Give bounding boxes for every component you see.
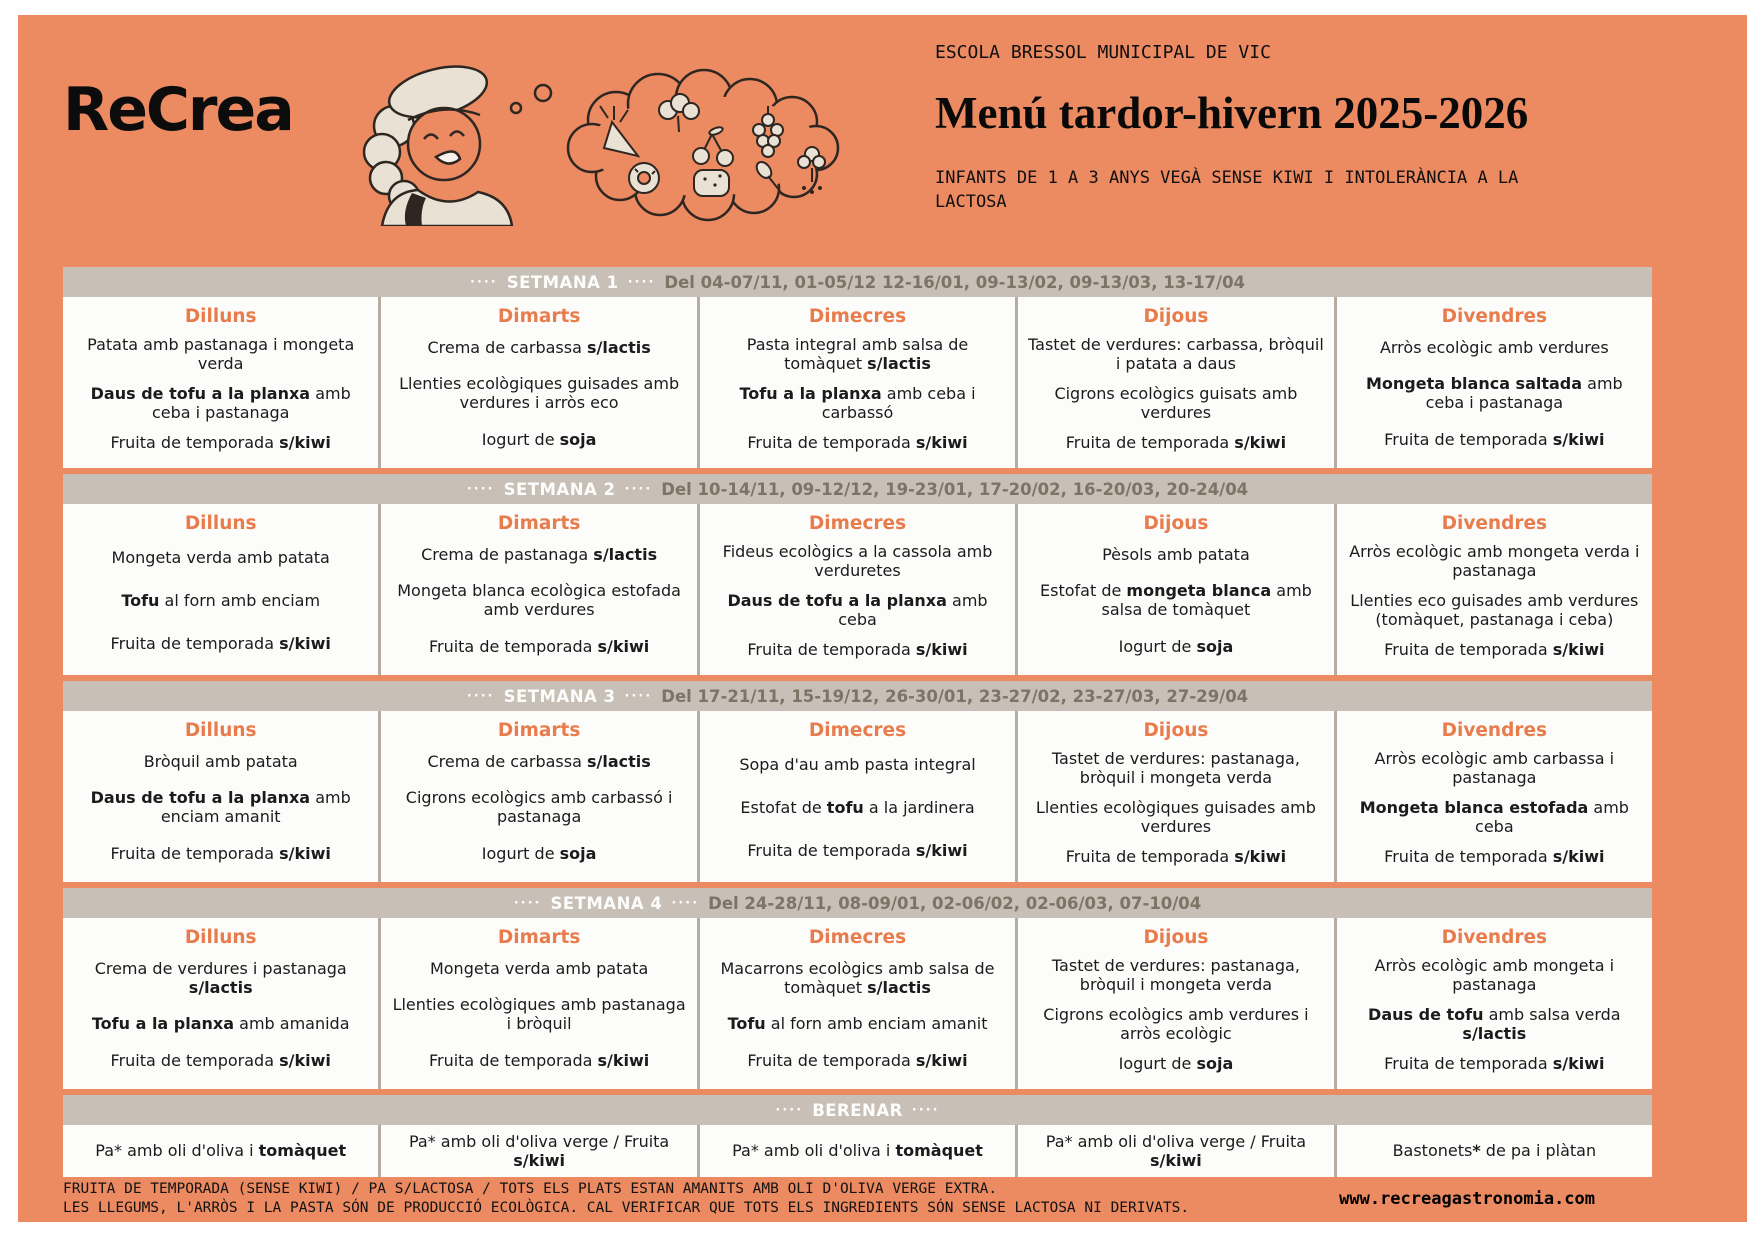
- text: Arròs ecològic amb mongeta verda i pastanaga: [1349, 541, 1640, 580]
- day-cell: [1015, 504, 1333, 675]
- text: amb enciam amanit: [160, 788, 351, 827]
- text: Iogurt de: [481, 430, 560, 450]
- text: amb ceba: [1475, 797, 1629, 837]
- text: Llenties ecològiques guisades amb verdures: [1035, 797, 1316, 837]
- menu-item: [390, 844, 687, 863]
- bold-text: s/lactis: [188, 977, 253, 997]
- day-name: Dilluns: [184, 927, 257, 948]
- day-name: Dimecres: [808, 927, 907, 948]
- footnote-line-1: FRUITA DE TEMPORADA (SENSE KIWI) / PA S/LACTOSA / TOTS ELS PLATS ESTAN AMANITS AMB OLI D'OLIVA VERGE EXTRA.: [63, 1181, 998, 1198]
- day-lines: [72, 741, 369, 876]
- menu-item: [1346, 430, 1643, 449]
- day-name: Dimecres: [808, 720, 907, 741]
- berenar-item: [1346, 1141, 1643, 1160]
- text: Crema de pastanaga: [421, 544, 594, 564]
- day-lines: [390, 534, 687, 669]
- day-name: Dimarts: [497, 513, 581, 534]
- berenar-cell: [63, 1125, 378, 1177]
- website-url: www.recreagastronomia.com: [1339, 1189, 1595, 1209]
- footer: [18, 1177, 1747, 1221]
- day-cell: [697, 711, 1015, 882]
- text: al forn amb enciam: [159, 590, 321, 610]
- band-dots: ····: [466, 481, 495, 497]
- bold-text: s/kiwi: [1552, 640, 1605, 660]
- bold-text: soja: [1196, 637, 1234, 657]
- menu-item: [709, 1051, 1006, 1070]
- text: Pasta integral amb salsa de tomàquet: [746, 334, 969, 373]
- berenar-item: [72, 1141, 369, 1160]
- band-dots: ····: [624, 481, 653, 497]
- menu-item: [709, 335, 1006, 373]
- day-cell: [1334, 711, 1652, 882]
- menu-item: [1346, 338, 1643, 357]
- menu-item: [1027, 384, 1324, 422]
- text: Pa* amb oli d'oliva verge / Fruita: [408, 1131, 670, 1151]
- day-name: Divendres: [1441, 513, 1548, 534]
- bold-text: s/lactis: [593, 544, 658, 564]
- day-cell: [63, 504, 378, 675]
- week-row: [63, 504, 1652, 675]
- bold-text: s/lactis: [586, 337, 651, 357]
- text: Bròquil amb patata: [143, 751, 298, 771]
- day-cell: [378, 504, 696, 675]
- menu-item: [390, 959, 687, 978]
- text: Cigrons ecològics guisats amb verdures: [1054, 383, 1298, 423]
- week-dates: Del 17-21/11, 15-19/12, 26-30/01, 23-27/02, 23-27/03, 27-29/04: [661, 686, 1249, 706]
- text: Cigrons ecològics amb verdures i arròs ecològic: [1043, 1004, 1309, 1044]
- menu-item: [72, 752, 369, 771]
- bold-text: s/lactis: [867, 353, 931, 373]
- week-section: [63, 474, 1652, 675]
- text: Fruita de temporada: [110, 844, 280, 864]
- text: amb ceba i carbassó: [821, 383, 976, 423]
- menu-item: [390, 995, 687, 1033]
- day-cell: [1015, 918, 1333, 1089]
- bold-text: s/kiwi: [1234, 847, 1287, 867]
- text: amb salsa de tomàquet: [1101, 581, 1312, 620]
- text: Llenties ecològiques amb pastanaga i bròquil: [392, 995, 686, 1034]
- bold-text: Mongeta blanca estofada: [1359, 797, 1589, 817]
- band-dots: ····: [775, 1102, 804, 1118]
- menu-item: [709, 798, 1006, 817]
- day-lines: [709, 534, 1006, 669]
- menu-item: [1346, 374, 1643, 412]
- menu-item: [72, 1014, 369, 1033]
- weeks: [63, 267, 1652, 1089]
- bold-text: s/kiwi: [513, 1151, 565, 1170]
- text: Iogurt de: [481, 844, 560, 864]
- bold-text: s/kiwi: [915, 1051, 968, 1071]
- day-lines: [1346, 327, 1643, 462]
- text: Fruita de temporada: [428, 637, 598, 657]
- day-lines: [1027, 741, 1324, 876]
- text: Fruita de temporada: [747, 1051, 916, 1071]
- bold-text: Daus de tofu a la planxa: [727, 590, 947, 610]
- bread-icon: [694, 170, 729, 196]
- day-cell: [1015, 711, 1333, 882]
- thought-dots: [511, 85, 551, 113]
- week-label: SETMANA 3: [503, 686, 616, 706]
- bold-text: tomàquet: [258, 1141, 347, 1161]
- day-cell: [1334, 504, 1652, 675]
- menu-item: [1027, 637, 1324, 656]
- menu-item: [72, 384, 369, 422]
- text: Fruita de temporada: [1384, 430, 1553, 450]
- text: Mongeta verda amb patata: [111, 547, 330, 567]
- text: Fruita de temporada: [1384, 847, 1553, 867]
- menu-item: [1346, 847, 1643, 866]
- text: amb ceba: [838, 590, 988, 630]
- bold-text: tofu: [826, 797, 864, 817]
- menu-item: [390, 788, 687, 826]
- text: al forn amb enciam amanit: [765, 1014, 988, 1034]
- footnote-line-2: LES LLEGUMS, L'ARRÒS I LA PASTA SÓN DE PRODUCCIÓ ECOLÒGICA. CAL VERIFICAR QUE TOTS ELS INGREDIENTS SÓN SENSE LACTOSA NI DERIVATS.: [63, 1200, 1190, 1216]
- bold-text: s/kiwi: [915, 840, 968, 860]
- day-cell: [378, 918, 696, 1089]
- week-label: SETMANA 4: [550, 893, 663, 913]
- week-row: [63, 918, 1652, 1089]
- text: a la jardinera: [863, 797, 975, 817]
- text: Fruita de temporada: [747, 640, 916, 660]
- bold-text: s/kiwi: [915, 640, 968, 660]
- text: Crema de carbassa: [427, 337, 587, 357]
- bold-text: s/kiwi: [279, 1051, 331, 1071]
- text: Fruita de temporada: [1065, 433, 1235, 453]
- text: Fruita de temporada: [747, 433, 916, 453]
- band-dots: ····: [513, 895, 542, 911]
- text: Arròs ecològic amb verdures: [1379, 337, 1609, 357]
- menu-item: [390, 374, 687, 412]
- bold-text: s/kiwi: [279, 433, 331, 453]
- day-cell: [1015, 297, 1333, 468]
- text: Fideus ecològics a la cassola amb verduretes: [722, 541, 993, 580]
- menu-item: [72, 1051, 369, 1070]
- menu-item: [390, 752, 687, 771]
- band-dots: ····: [469, 274, 498, 290]
- text: amb salsa verda: [1483, 1004, 1621, 1024]
- text: Arròs ecològic amb carbassa i pastanaga: [1374, 748, 1615, 787]
- day-cell: [63, 297, 378, 468]
- menu-item: [72, 844, 369, 863]
- day-name: Dijous: [1143, 513, 1209, 534]
- menu-item: [1027, 1054, 1324, 1073]
- day-name: Dimarts: [497, 927, 581, 948]
- day-name: Divendres: [1441, 720, 1548, 741]
- day-cell: [1334, 918, 1652, 1089]
- menu-subtitle: INFANTS DE 1 A 3 ANYS VEGÀ SENSE KIWI I INTOLERÀNCIA A LA LACTOSA: [935, 168, 1519, 212]
- day-name: Dimecres: [808, 306, 907, 327]
- menu-item: [1027, 956, 1324, 994]
- day-name: Dimarts: [497, 306, 581, 327]
- menu-item: [1346, 640, 1643, 659]
- menu-item: [1346, 591, 1643, 629]
- text: Iogurt de: [1118, 1054, 1197, 1074]
- week-band: [63, 474, 1652, 504]
- week-row: [63, 711, 1652, 882]
- day-cell: [1334, 297, 1652, 468]
- text: Crema de carbassa: [427, 751, 587, 771]
- berenar-row: [63, 1125, 1652, 1177]
- bold-text: Daus de tofu a la planxa: [90, 383, 311, 403]
- text: Mongeta verda amb patata: [429, 958, 649, 978]
- day-cell: [697, 297, 1015, 468]
- bold-text: s/kiwi: [279, 844, 331, 864]
- menu-item: [709, 755, 1006, 774]
- text: Macarrons ecològics amb salsa de tomàquet: [720, 958, 995, 997]
- bold-text: Tofu a la planxa: [739, 383, 882, 403]
- text: Sopa d'au amb pasta integral: [739, 754, 976, 774]
- bold-text: Mongeta blanca saltada: [1365, 374, 1583, 394]
- band-dots: ····: [466, 688, 495, 704]
- day-cell: [63, 918, 378, 1089]
- school-name: ESCOLA BRESSOL MUNICIPAL DE VIC: [935, 42, 1271, 63]
- bold-text: s/kiwi: [597, 1051, 650, 1071]
- day-lines: [390, 327, 687, 462]
- bold-text: Tofu a la planxa: [91, 1014, 235, 1034]
- bold-text: s/kiwi: [1234, 433, 1287, 453]
- menu-item: [1027, 433, 1324, 452]
- week-section: [63, 681, 1652, 882]
- day-cell: [378, 297, 696, 468]
- day-lines: [1346, 534, 1643, 669]
- berenar-cell: [1334, 1125, 1652, 1177]
- menu-item: [72, 634, 369, 653]
- text: Estofat de: [740, 797, 827, 817]
- week-band: [63, 267, 1652, 297]
- bold-text: s/kiwi: [597, 637, 650, 657]
- bold-text: s/lactis: [867, 977, 931, 997]
- chef: [364, 58, 512, 226]
- bold-text: soja: [559, 844, 597, 864]
- menu-item: [709, 591, 1006, 629]
- peach-icon: [629, 163, 659, 193]
- menu-table: [18, 267, 1747, 1177]
- menu-title: Menú tardor-hivern 2025-2026: [935, 88, 1529, 138]
- menu-item: [390, 430, 687, 449]
- berenar-cell: [378, 1125, 696, 1177]
- week-label: SETMANA 1: [506, 272, 619, 292]
- berenar-item: [390, 1132, 687, 1170]
- text: Arròs ecològic amb mongeta i pastanaga: [1374, 955, 1615, 994]
- menu-item: [72, 548, 369, 567]
- day-lines: [72, 948, 369, 1083]
- text: Estofat de: [1040, 581, 1127, 601]
- bold-text: soja: [559, 430, 597, 450]
- menu-item: [1346, 1054, 1643, 1073]
- week-section: [63, 888, 1652, 1089]
- text: Fruita de temporada: [1065, 847, 1235, 867]
- menu-item: [1027, 335, 1324, 373]
- text: Cigrons ecològics amb carbassó i pastanaga: [405, 788, 673, 827]
- day-name: Divendres: [1441, 927, 1548, 948]
- menu-item: [390, 581, 687, 619]
- menu-item: [390, 338, 687, 357]
- berenar-band: [63, 1095, 1652, 1125]
- text: Pa* amb oli d'oliva i: [95, 1141, 259, 1161]
- bold-text: Tofu: [121, 590, 160, 610]
- bold-text: s/kiwi: [1552, 847, 1605, 867]
- chef-illustration: [316, 48, 856, 230]
- menu-item: [1346, 1005, 1643, 1043]
- berenar-cell: [697, 1125, 1015, 1177]
- bold-text: s/kiwi: [1552, 430, 1605, 450]
- day-lines: [709, 741, 1006, 876]
- day-lines: [390, 741, 687, 876]
- day-name: Dijous: [1143, 720, 1209, 741]
- day-name: Dimecres: [808, 513, 907, 534]
- day-name: Dijous: [1143, 306, 1209, 327]
- day-lines: [1027, 534, 1324, 669]
- berenar-cell: [1015, 1125, 1333, 1177]
- menu-item: [390, 637, 687, 656]
- band-dots: ····: [911, 1102, 940, 1118]
- bold-text: s/kiwi: [1150, 1151, 1202, 1170]
- text: Pèsols amb patata: [1102, 544, 1250, 564]
- text: Llenties ecològiques guisades amb verdures i arròs eco: [399, 374, 680, 413]
- header: [18, 15, 1747, 267]
- menu-item: [72, 433, 369, 452]
- week-dates: Del 24-28/11, 08-09/01, 02-06/02, 02-06/03, 07-10/04: [708, 893, 1202, 913]
- recrea-logo: ReCrea: [63, 75, 293, 145]
- text: amb amanida: [234, 1014, 350, 1034]
- text: de pa i plàtan: [1480, 1141, 1597, 1161]
- text: Fruita de temporada: [110, 1051, 280, 1071]
- band-dots: ····: [624, 688, 653, 704]
- menu-item: [709, 640, 1006, 659]
- menu-item: [709, 841, 1006, 860]
- menu-item: [1346, 956, 1643, 994]
- berenar-item: [709, 1141, 1006, 1160]
- text: Patata amb pastanaga i mongeta verda: [87, 334, 355, 373]
- bold-text: s/kiwi: [279, 633, 331, 653]
- menu-item: [72, 959, 369, 997]
- day-lines: [1346, 741, 1643, 876]
- day-lines: [1027, 327, 1324, 462]
- text: amb ceba i pastanaga: [151, 383, 351, 423]
- week-label: BERENAR: [812, 1100, 903, 1120]
- bold-text: Daus de tofu a la planxa: [90, 788, 311, 808]
- bold-text: soja: [1196, 1054, 1234, 1074]
- bold-text: Daus de tofu: [1368, 1004, 1484, 1024]
- day-name: Dilluns: [184, 513, 257, 534]
- day-name: Dimarts: [497, 720, 581, 741]
- text: Mongeta blanca ecològica estofada amb verdures: [397, 581, 681, 620]
- day-lines: [709, 327, 1006, 462]
- berenar-section: [63, 1095, 1652, 1177]
- bold-text: s/lactis: [586, 751, 651, 771]
- menu-item: [390, 545, 687, 564]
- text: Tastet de verdures: pastanaga, bròquil i mongeta verda: [1051, 748, 1300, 787]
- week-section: [63, 267, 1652, 468]
- menu-item: [1027, 749, 1324, 787]
- bold-text: Tofu: [727, 1014, 766, 1034]
- text: amb ceba i pastanaga: [1425, 374, 1623, 413]
- day-lines: [709, 948, 1006, 1083]
- week-band: [63, 888, 1652, 918]
- week-row: [63, 297, 1652, 468]
- bold-text: s/kiwi: [915, 433, 968, 453]
- menu-item: [72, 335, 369, 373]
- menu-item: [390, 1051, 687, 1070]
- text: Fruita de temporada: [110, 633, 280, 653]
- menu-item: [72, 591, 369, 610]
- menu-item: [1346, 798, 1643, 836]
- text: Pa* amb oli d'oliva i: [732, 1141, 896, 1161]
- week-dates: Del 04-07/11, 01-05/12 12-16/01, 09-13/02, 09-13/03, 13-17/04: [664, 272, 1246, 292]
- day-name: Divendres: [1441, 306, 1548, 327]
- week-dates: Del 10-14/11, 09-12/12, 19-23/01, 17-20/02, 16-20/03, 20-24/04: [661, 479, 1249, 499]
- menu-item: [1346, 542, 1643, 580]
- text: Pa* amb oli d'oliva verge / Fruita: [1045, 1131, 1307, 1151]
- day-lines: [72, 534, 369, 669]
- text: Tastet de verdures: pastanaga, bròquil i mongeta verda: [1051, 955, 1300, 994]
- menu-item: [709, 1014, 1006, 1033]
- bold-text: s/kiwi: [1552, 1054, 1605, 1074]
- day-cell: [697, 504, 1015, 675]
- menu-item: [709, 959, 1006, 997]
- text: Llenties eco guisades amb verdures (tomàquet, pastanaga i ceba): [1350, 590, 1639, 630]
- text: Fruita de temporada: [1384, 1054, 1553, 1074]
- menu-item: [1027, 847, 1324, 866]
- menu-item: [1027, 545, 1324, 564]
- menu-item: [1346, 749, 1643, 787]
- day-lines: [1027, 948, 1324, 1083]
- day-cell: [697, 918, 1015, 1089]
- menu-item: [709, 542, 1006, 580]
- menu-item: [709, 384, 1006, 422]
- menu-item: [72, 788, 369, 826]
- day-cell: [63, 711, 378, 882]
- text: Tastet de verdures: carbassa, bròquil i patata a daus: [1028, 334, 1324, 373]
- text: Fruita de temporada: [747, 840, 916, 860]
- text: Fruita de temporada: [110, 433, 280, 453]
- week-label: SETMANA 2: [503, 479, 616, 499]
- menu-panel: [18, 15, 1747, 1222]
- bold-text: tomàquet: [895, 1141, 983, 1161]
- band-dots: ····: [671, 895, 700, 911]
- day-name: Dijous: [1143, 927, 1209, 948]
- berenar-item: [1027, 1132, 1324, 1170]
- menu-item: [1027, 1005, 1324, 1043]
- bold-text: mongeta blanca: [1126, 581, 1272, 601]
- chef-illustration-svg: [316, 48, 856, 226]
- menu-item: [1027, 798, 1324, 836]
- footnotes: [63, 1180, 1189, 1218]
- menu-item: [709, 433, 1006, 452]
- bold-text: *: [1472, 1141, 1481, 1161]
- day-cell: [378, 711, 696, 882]
- menu-item: [1027, 581, 1324, 619]
- text: Crema de verdures i pastanaga: [94, 958, 347, 978]
- week-band: [63, 681, 1652, 711]
- day-lines: [72, 327, 369, 462]
- day-name: Dilluns: [184, 306, 257, 327]
- text: Iogurt de: [1118, 637, 1197, 657]
- text: Bastonets: [1392, 1141, 1473, 1161]
- bold-text: s/lactis: [1462, 1024, 1527, 1044]
- day-lines: [1346, 948, 1643, 1083]
- day-name: Dilluns: [184, 720, 257, 741]
- day-lines: [390, 948, 687, 1083]
- text: Fruita de temporada: [1384, 640, 1553, 660]
- band-dots: ····: [627, 274, 656, 290]
- text: Fruita de temporada: [428, 1051, 598, 1071]
